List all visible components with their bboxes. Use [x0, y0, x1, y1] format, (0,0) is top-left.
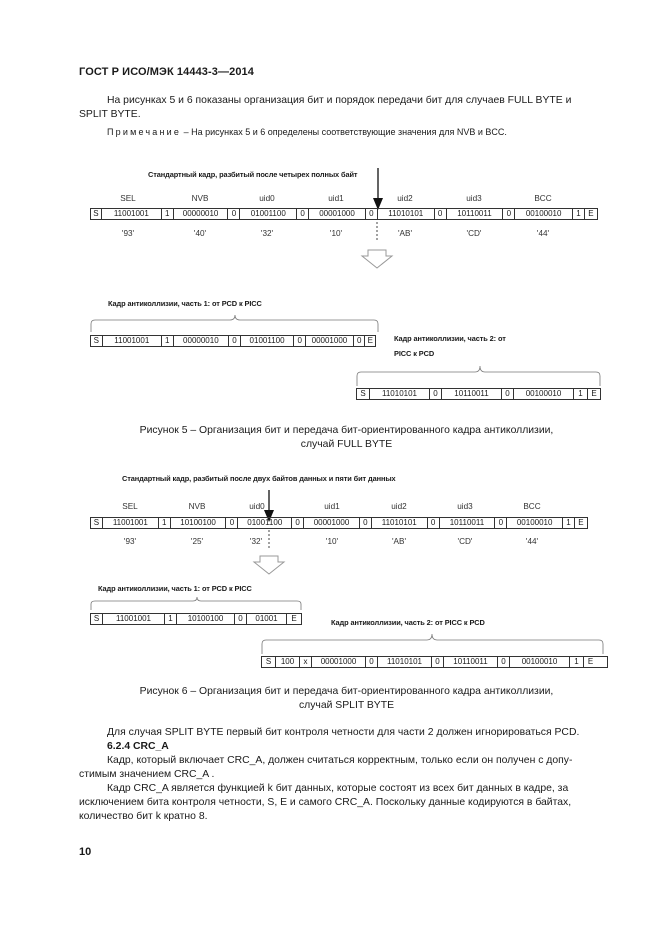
fig6-part2-bracket	[261, 632, 611, 656]
fig6-part2-label: Кадр антиколлизии, часть 2: от PICC к PCD	[331, 618, 485, 627]
bit-s: S	[91, 209, 102, 219]
byte-uid3: 10110011	[447, 209, 504, 219]
fig5-hex-bcc: '44'	[536, 229, 550, 238]
parity-bit: 0	[294, 336, 306, 346]
note-text: – На рисунках 5 и 6 определены соответствующие значения для NVB и BCC.	[181, 127, 507, 137]
bit-e: E	[588, 209, 594, 218]
byte-nvb: 00000010	[174, 209, 229, 219]
fig6-name-uid0: uid0	[249, 502, 265, 511]
fig5-hex-uid2: 'AB'	[397, 229, 413, 238]
fig6-hex-values	[90, 537, 590, 549]
fig5-part1-frame	[90, 335, 376, 347]
byte-uid1: 00001000	[309, 209, 366, 219]
fig5-caption-line-2: случай FULL BYTE	[300, 439, 393, 450]
parity-bit: 0	[503, 209, 515, 219]
fig5-part2-label-2: PICC к PCD	[394, 349, 435, 358]
byte-uid3: 10110011	[440, 518, 496, 528]
intro-line-2: SPLIT BYTE.	[79, 109, 141, 120]
bits-uid0-partial: 01001	[247, 614, 287, 624]
fig6-title: Стандартный кадр, разбитый после двух байтов данных и пяти бит данных	[122, 474, 396, 483]
byte-bcc: 00100010	[510, 657, 570, 667]
crc-paragraph-2-line-1: Кадр CRC_A является функцией k бит данных, которые состоят из всех бит данных в кадре, за	[107, 783, 569, 794]
bit-e: E	[291, 614, 297, 623]
fig6-caption-line-2: случай SPLIT BYTE	[298, 700, 395, 711]
fig6-hex-uid2: 'AB'	[391, 537, 407, 546]
split-byte-paragraph: Для случая SPLIT BYTE первый бит контроля четности для части 2 должен игнорироваться PCD.	[107, 727, 580, 738]
parity-bit: 0	[366, 209, 378, 219]
byte-uid2: 11010101	[378, 657, 432, 667]
fig5-caption-line-1: Рисунок 5 – Организация бит и передача бит-ориентированного кадра антиколлизии,	[139, 425, 554, 436]
bit-s: S	[262, 657, 276, 667]
parity-bit: 1	[570, 657, 584, 667]
fig6-name-sel: SEL	[122, 502, 138, 511]
byte-nvb: 10100100	[177, 614, 235, 624]
fig6-hex-bcc: '44'	[525, 537, 539, 546]
parity-bit: 0	[430, 389, 442, 399]
parity-bit: 0	[435, 209, 447, 219]
note	[107, 127, 507, 137]
fig6-part2-frame	[261, 656, 608, 668]
fig5-part2-bracket	[356, 364, 606, 388]
parity-bit: 1	[162, 209, 174, 219]
parity-bit: 0	[495, 518, 507, 528]
parity-bit: 0	[226, 518, 238, 528]
fig5-name-uid3: uid3	[466, 194, 482, 203]
crc-paragraph-2-line-3: количество бит k кратно 8.	[79, 811, 208, 822]
fig5-field-names	[90, 194, 598, 206]
fig6-standard-frame	[90, 517, 588, 529]
parity-bit: 0	[235, 614, 247, 624]
fig5-standard-frame	[90, 208, 598, 220]
bit-e: E	[591, 389, 597, 398]
fig6-name-bcc: BCC	[523, 502, 541, 511]
note-label: Примечание	[107, 127, 182, 137]
fig6-name-nvb: NVB	[188, 502, 206, 511]
bit-s: S	[91, 518, 103, 528]
fig5-split-marker	[360, 222, 400, 272]
byte-uid3: 10110011	[444, 657, 498, 667]
fig5-name-bcc: BCC	[534, 194, 552, 203]
fig6-name-uid3: uid3	[457, 502, 473, 511]
parity-bit: 1	[162, 336, 174, 346]
byte-sel: 11001001	[103, 614, 165, 624]
page-number: 10	[79, 846, 92, 858]
fig5-title: Стандартный кадр, разбитый после четырех полных байт	[148, 170, 358, 179]
byte-uid0: 01001100	[241, 336, 295, 346]
parity-bit: 1	[563, 518, 575, 528]
parity-bit: 0	[354, 336, 366, 346]
fig5-part2-label-1: Кадр антиколлизии, часть 2: от	[394, 334, 506, 343]
byte-bcc: 00100010	[514, 389, 574, 399]
parity-bit: 0	[292, 518, 304, 528]
fig5-name-uid2: uid2	[397, 194, 413, 203]
byte-sel: 11001001	[103, 518, 159, 528]
fig6-hex-uid0: '32'	[249, 537, 263, 546]
parity-bit: 0	[366, 657, 378, 667]
byte-nvb: 00000010	[174, 336, 230, 346]
bit-s: S	[357, 389, 370, 399]
byte-bcc: 00100010	[515, 209, 573, 219]
byte-sel: 11001001	[103, 336, 162, 346]
fig6-hex-uid1: '10'	[325, 537, 339, 546]
section-heading: 6.2.4 CRC_A	[107, 741, 169, 752]
byte-sel: 11001001	[102, 209, 162, 219]
fig6-hex-sel: '93'	[123, 537, 137, 546]
fig6-hex-uid3: 'CD'	[457, 537, 473, 546]
byte-uid2: 11010101	[372, 518, 428, 528]
fig6-part1-bracket	[90, 596, 306, 612]
fig5-part1-bracket	[90, 314, 380, 334]
fig5-name-nvb: NVB	[191, 194, 209, 203]
bit-e: E	[578, 518, 584, 527]
bit-s: S	[91, 336, 103, 346]
ignored-parity-bit: x	[300, 657, 312, 667]
parity-bit: 0	[502, 389, 514, 399]
fig6-name-uid2: uid2	[391, 502, 407, 511]
fig5-hex-uid0: '32'	[260, 229, 274, 238]
fig5-hex-sel: '93'	[121, 229, 135, 238]
fig5-part2-frame	[356, 388, 601, 400]
byte-uid1: 00001000	[304, 518, 360, 528]
parity-bit: 0	[297, 209, 309, 219]
bit-s: S	[91, 614, 103, 624]
fig5-hex-uid1: '10'	[329, 229, 343, 238]
crc-paragraph-1-line-1: Кадр, который включает CRC_A, должен считаться корректным, только если он получен с допу-	[107, 755, 573, 766]
byte-bcc: 00100010	[507, 518, 563, 528]
fig6-part1-label: Кадр антиколлизии, часть 1: от PCD к PICC	[98, 584, 252, 593]
parity-bit: 1	[159, 518, 171, 528]
parity-bit: 0	[432, 657, 444, 667]
parity-bit: 0	[428, 518, 440, 528]
byte-uid2: 11010101	[370, 389, 430, 399]
fig6-caption-line-1: Рисунок 6 – Организация бит и передача бит-ориентированного кадра антиколлизии,	[139, 686, 554, 697]
bit-e: E	[587, 657, 594, 666]
fig5-hex-uid3: 'CD'	[466, 229, 482, 238]
document-header: ГОСТ Р ИСО/МЭК 14443-3—2014	[79, 66, 254, 78]
parity-bit: 0	[228, 209, 240, 219]
parity-bit: 1	[573, 209, 585, 219]
crc-paragraph-2-line-2: исключением бита контроля четности, S, E и самого CRC_A. Поскольку данные кодируются в байтах,	[79, 797, 572, 808]
parity-bit: 1	[165, 614, 177, 624]
fig6-part1-frame	[90, 613, 302, 625]
fig5-caption	[79, 424, 614, 452]
parity-bit: 0	[360, 518, 372, 528]
fig6-caption	[79, 685, 614, 713]
fig6-hex-nvb: '25'	[190, 537, 204, 546]
fig5-part1-label: Кадр антиколлизии, часть 1: от PCD к PICC	[108, 299, 262, 308]
fig5-name-uid0: uid0	[259, 194, 275, 203]
fig5-hex-nvb: '40'	[193, 229, 207, 238]
byte-uid0: 01001100	[238, 518, 292, 528]
fig6-field-names	[90, 502, 590, 514]
bit-e: E	[367, 336, 373, 345]
fig5-hex-values	[90, 229, 598, 241]
byte-uid3: 10110011	[442, 389, 502, 399]
byte-uid1: 00001000	[312, 657, 366, 667]
byte-uid0: 01001100	[240, 209, 297, 219]
intro-line-1: На рисунках 5 и 6 показаны организация бит и порядок передачи бит для случаев FULL BYTE и	[107, 95, 572, 106]
parity-bit: 1	[574, 389, 588, 399]
byte-uid1: 00001000	[306, 336, 354, 346]
bits-uid0-rest: 100	[276, 657, 300, 667]
parity-bit: 0	[229, 336, 241, 346]
fig5-name-sel: SEL	[120, 194, 136, 203]
byte-uid2: 11010101	[378, 209, 435, 219]
byte-nvb: 10100100	[171, 518, 227, 528]
fig6-split-marker	[252, 530, 288, 578]
crc-paragraph-1-line-2: стимым значением CRC_A .	[79, 769, 215, 780]
fig6-name-uid1: uid1	[324, 502, 340, 511]
fig5-name-uid1: uid1	[328, 194, 344, 203]
parity-bit: 0	[498, 657, 510, 667]
